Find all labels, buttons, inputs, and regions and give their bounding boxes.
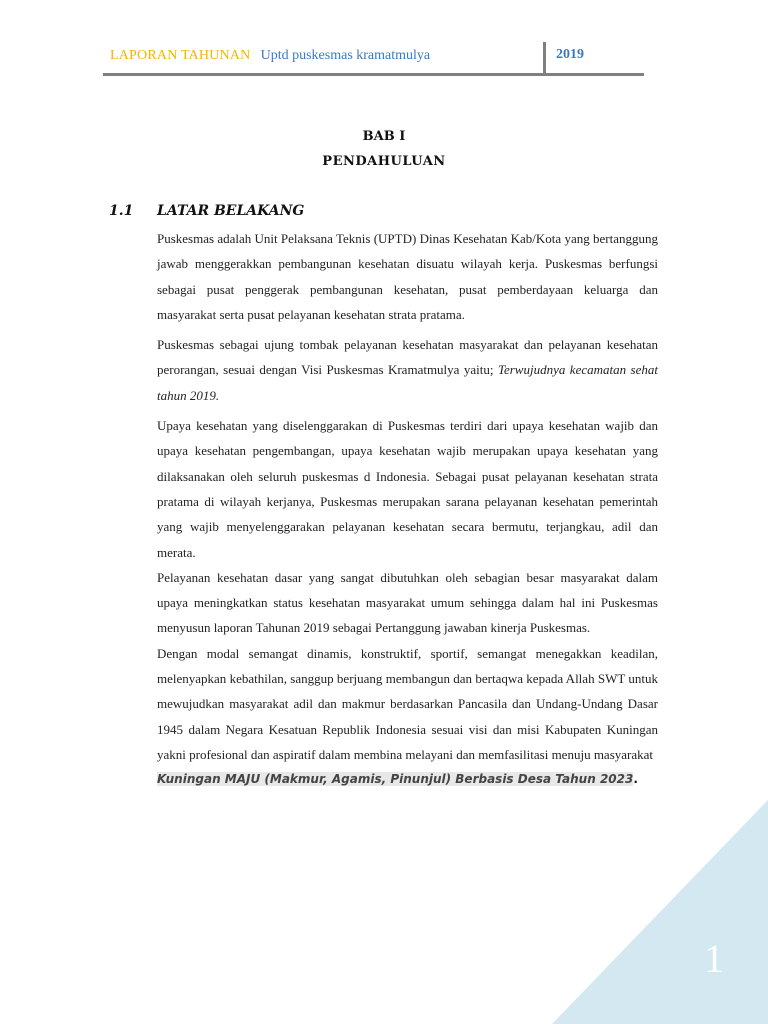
section-title: LATAR BELAKANG bbox=[157, 203, 305, 219]
puskesmas-vision: Terwujudnya kecamatan sehat tahun 2019. bbox=[157, 362, 658, 403]
chapter-title: PENDAHULUAN bbox=[322, 154, 446, 169]
kabupaten-vision-line bbox=[157, 767, 658, 791]
paragraph-4: Pelayanan kesehatan dasar yang sangat dibutuhkan oleh sebagian besar masyarakat dalam upaya meningkatkan status kesehatan masyarakat umum sehingga dalam hal ini Puskesmas menyusun laporan Tahunan 2019 sebagai Pertanggung jawaban kinerja Puskesmas. bbox=[157, 569, 658, 636]
paragraph-2-text: Puskesmas sebagai ujung tombak pelayanan kesehatan masyarakat dan pelayanan kesehatan perorangan, sesuai dengan Visi Puskesmas Kramatmulya yaitu; bbox=[157, 337, 658, 378]
paragraph-3: Upaya kesehatan yang diselenggarakan di Puskesmas terdiri dari upaya kesehatan wajib dan upaya kesehatan pengembangan, upaya kesehatan wajib merupakan upaya kesehatan yang dilaksanakan oleh seluruh puskesmas d Indonesia. Sebagai pusat pelayanan kesehatan strata pratama di wilayah kerjanya, Puskesmas merupakan sarana pelayanan kesehatan pemerintah yang wajib menyelenggarakan pelayanan kesehatan secara bermutu, terjangkau, adil dan merata. bbox=[157, 418, 658, 560]
header-divider bbox=[543, 42, 546, 75]
chapter-number: BAB I bbox=[362, 129, 406, 144]
kabupaten-vision: Kuningan MAJU (Makmur, Agamis, Pinunjul) Berbasis Desa Tahun 2023 bbox=[157, 772, 634, 787]
section-number: 1.1 bbox=[109, 203, 134, 219]
report-year: 2019 bbox=[556, 47, 584, 62]
vision-period: . bbox=[633, 772, 638, 787]
header-title-group bbox=[110, 48, 430, 64]
report-title: LAPORAN TAHUNAN bbox=[110, 48, 251, 63]
page-number: 1 bbox=[704, 936, 724, 981]
paragraph-2 bbox=[157, 332, 658, 408]
page-header bbox=[103, 44, 644, 76]
paragraph-5: Dengan modal semangat dinamis, konstruktif, sportif, semangat menegakkan keadilan, melenyapkan kebathilan, sanggup berjuang membangun dan bertaqwa kepada Allah SWT untuk mewujudkan masyarakat adil dan makmur berdasarkan Pancasila dan Undang-Undang Dasar 1945 dalam Negara Kesatuan Republik Indonesia sesuai visi dan misi Kabupaten Kuningan yakni profesional dan aspiratif dalam membina melayani dan memfasilitasi menuju masyarakat bbox=[157, 645, 658, 762]
corner-triangle bbox=[552, 800, 768, 1024]
report-subtitle: Uptd puskesmas kramatmulya bbox=[260, 48, 431, 63]
corner-decoration bbox=[552, 800, 768, 1024]
body-text bbox=[157, 226, 658, 791]
paragraph-1: Puskesmas adalah Unit Pelaksana Teknis (UPTD) Dinas Kesehatan Kab/Kota yang bertanggung jawab menggerakkan pembangunan kesehatan disuatu wilayah kerja. Puskesmas berfungsi sebagai pusat penggerak pembangunan kesehatan, pusat pemberdayaan keluarga dan masyarakat serta pusat pelayanan kesehatan strata pratama. bbox=[157, 231, 658, 322]
